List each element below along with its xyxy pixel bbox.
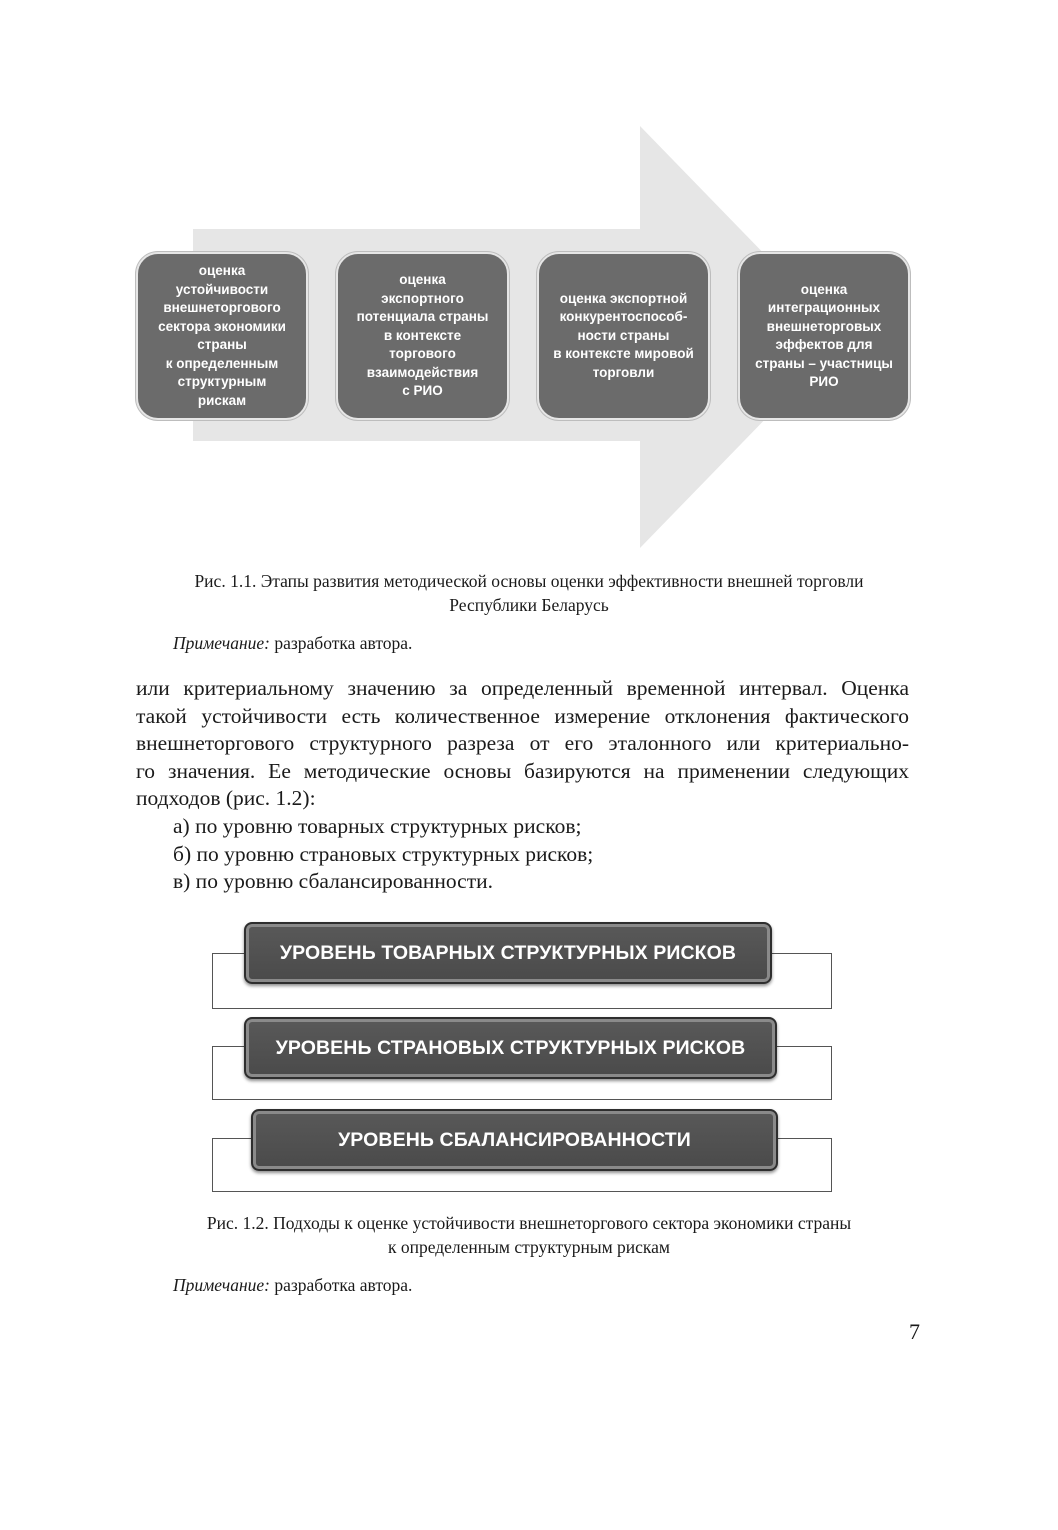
body-paragraph (136, 675, 909, 813)
list-item-c: в) по уровню сбалансированности. (173, 869, 493, 893)
page-number: 7 (909, 1319, 920, 1344)
figure-1-caption: Рис. 1.1. Этапы развития методической основы оценки эффективности внешней торговли Республики Беларусь (194, 571, 864, 615)
figure-2-caption: Рис. 1.2. Подходы к оценке устойчивости внешнеторгового сектора экономики страны к определенным структурным рискам (206, 1213, 852, 1257)
stage-label-3: оценка экспортной конкурентоспособ- ности страны в контексте мировой торговли (553, 290, 694, 380)
body-line-4: го значения. Ее методические основы базируются на применении следующих (136, 758, 909, 783)
level-banner-label-2: УРОВЕНЬ СТРАНОВЫХ СТРУКТУРНЫХ РИСКОВ (275, 1036, 746, 1059)
list-item-b: б) по уровню страновых структурных рисков; (173, 842, 594, 866)
figure-1-note (173, 631, 412, 655)
figure-1-note-text: разработка автора. (269, 633, 413, 653)
body-line-1: или критериальному значению за определенный временной интервал. Оценка (136, 676, 909, 700)
figure-2-note (173, 1273, 412, 1297)
figure-2-note-label: Примечание: (173, 1275, 270, 1295)
stage-box-1 (136, 252, 308, 420)
figure-2-note-text: разработка автора. (269, 1275, 413, 1295)
stage-box-3 (537, 252, 710, 420)
stage-box-2 (336, 252, 509, 420)
stage-label-4: оценка интеграционных внешнеторговых эффектов для страны – участницы РИО (755, 281, 893, 389)
figure-1-note-label: Примечание: (173, 633, 270, 653)
stage-box-4 (738, 252, 910, 420)
level-banner-commodity-risks (244, 922, 772, 984)
body-line-5: подходов (рис. 1.2): (136, 786, 316, 810)
stage-label-2: оценка экспортного потенциала страны в контексте торгового взаимодействия с РИО (356, 272, 489, 399)
body-line-2: такой устойчивости есть количественное измерение отклонения фактического (136, 703, 909, 728)
stage-label-1: оценка устойчивости внешнеторгового сектора экономики страны к определенным структурным рискам (158, 263, 286, 408)
level-banner-balance (251, 1109, 778, 1171)
level-banner-label-1: УРОВЕНЬ ТОВАРНЫХ СТРУКТУРНЫХ РИСКОВ (279, 941, 737, 964)
body-line-3: внешнеторгового структурного разреза от его эталонного или критериально- (136, 731, 909, 755)
level-banner-label-3: УРОВЕНЬ СБАЛАНСИРОВАННОСТИ (338, 1128, 691, 1151)
level-banner-country-risks (244, 1017, 777, 1079)
list-item-a: а) по уровню товарных структурных рисков; (173, 814, 582, 838)
